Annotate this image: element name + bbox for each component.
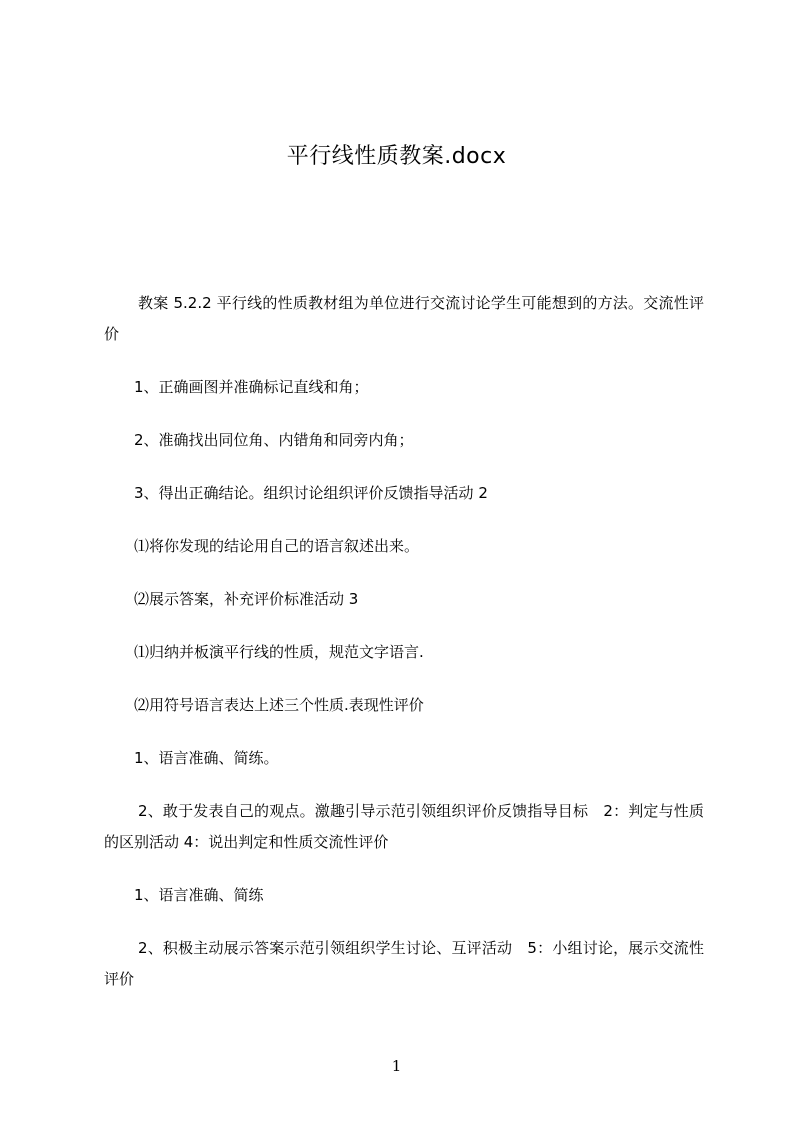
paragraph: 教案 5.2.2 平行线的性质教材组为单位进行交流讨论学生可能想到的方法。交流性评价 — [104, 294, 704, 343]
paragraph: ⑵展示答案，补充评价标准活动 3 — [134, 590, 359, 608]
paragraph: 1、语言准确、简练 — [134, 886, 264, 904]
document-title: 平行线性质教案.docx — [286, 144, 507, 169]
paragraph: ⑴将你发现的结论用自己的语言叙述出来。 — [134, 537, 420, 555]
paragraph: ⑵用符号语言表达上述三个性质.表现性评价 — [134, 696, 424, 714]
page-number: 1 — [391, 1057, 402, 1075]
paragraph: 2、准确找出同位角、内错角和同旁内角； — [134, 431, 414, 449]
paragraph: 2、敢于发表自己的观点。激趣引导示范引领组织评价反馈指导目标 2：判定与性质的区别活动 4：说出判定和性质交流性评价 — [104, 802, 704, 851]
document-body — [104, 288, 704, 1017]
paragraph: 1、正确画图并准确标记直线和角； — [134, 378, 369, 396]
paragraph: 3、得出正确结论。组织讨论组织评价反馈指导活动 2 — [134, 484, 488, 502]
paragraph: 2、积极主动展示答案示范引领组织学生讨论、互评活动 5：小组讨论，展示交流性评价 — [104, 939, 704, 988]
paragraph: ⑴归纳并板演平行线的性质，规范文字语言. — [134, 643, 424, 661]
paragraph: 1、语言准确、简练。 — [134, 749, 279, 767]
